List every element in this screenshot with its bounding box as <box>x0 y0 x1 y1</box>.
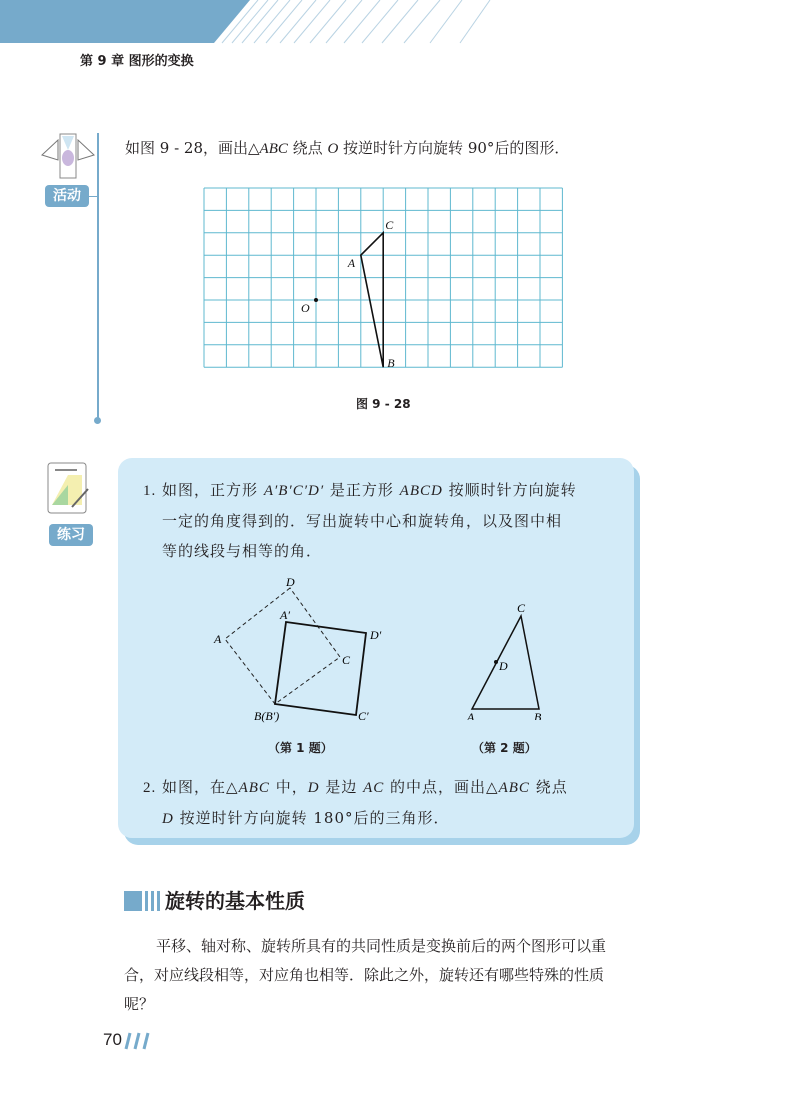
label-D-prime: D′ <box>370 628 382 642</box>
label-D: D <box>286 575 295 589</box>
figure-9-28-grid <box>195 180 575 380</box>
fig2-caption: （第 2 题） <box>472 741 537 755</box>
label-D: D <box>499 659 508 673</box>
section-paragraph: 平移、轴对称、旋转所具有的共同性质是变换前后的两个图形可以重合，对应线段相等，对应角也相等．除此之外，旋转还有哪些特殊的性质呢？ <box>124 937 607 1013</box>
exercise-icon <box>38 455 98 517</box>
label-B: B <box>387 356 395 371</box>
exercise-q1: 1. 如图，正方形 A′B′C′D′ 是正方形 ABCD 按顺时针方向旋转 一定的角度得到的．写出旋转中心和旋转角，以及图中相 等的线段与相等的角． <box>143 481 577 560</box>
label-A: A <box>467 710 475 720</box>
activity-badge: 活动 <box>45 185 89 207</box>
header-band <box>0 0 520 45</box>
exercise-badge: 练习 <box>49 524 93 546</box>
page-number-slashes <box>124 1032 152 1050</box>
label-C: C <box>517 601 526 615</box>
label-B: B <box>534 710 542 720</box>
figure-q1-squares <box>200 570 400 730</box>
label-A-prime: A′ <box>280 608 290 622</box>
activity-icon <box>38 130 98 182</box>
label-A: A <box>347 256 356 271</box>
page-number: 70 <box>103 1030 122 1049</box>
badge-connector <box>89 196 97 197</box>
label-C: C <box>385 217 394 232</box>
label-O: O <box>301 301 310 315</box>
point-o <box>314 298 318 302</box>
label-A: A <box>214 632 222 646</box>
figure-q2-triangle <box>455 595 555 720</box>
chapter-title: 第 9 章 图形的变换 <box>80 54 194 69</box>
activity-rule-dot <box>94 417 101 424</box>
label-C-prime: C′ <box>358 709 369 723</box>
exercise-q2: 2. 如图，在△ABC 中，D 是边 AC 的中点，画出△ABC 绕点 D 按逆时针方向旋转 180°后的三角形． <box>143 778 568 827</box>
fig1-caption: （第 1 题） <box>268 741 333 755</box>
activity-rule <box>97 133 99 420</box>
figure-caption: 图 9 - 28 <box>356 397 411 411</box>
label-C: C <box>342 653 351 667</box>
section-title: 旋转的基本性质 <box>165 889 305 913</box>
section-heading-marker <box>124 891 162 911</box>
label-B: B(B′) <box>254 709 280 723</box>
activity-text: 如图 9 - 28，画出△ABC 绕点 O 按逆时针方向旋转 90°后的图形． <box>125 139 570 157</box>
